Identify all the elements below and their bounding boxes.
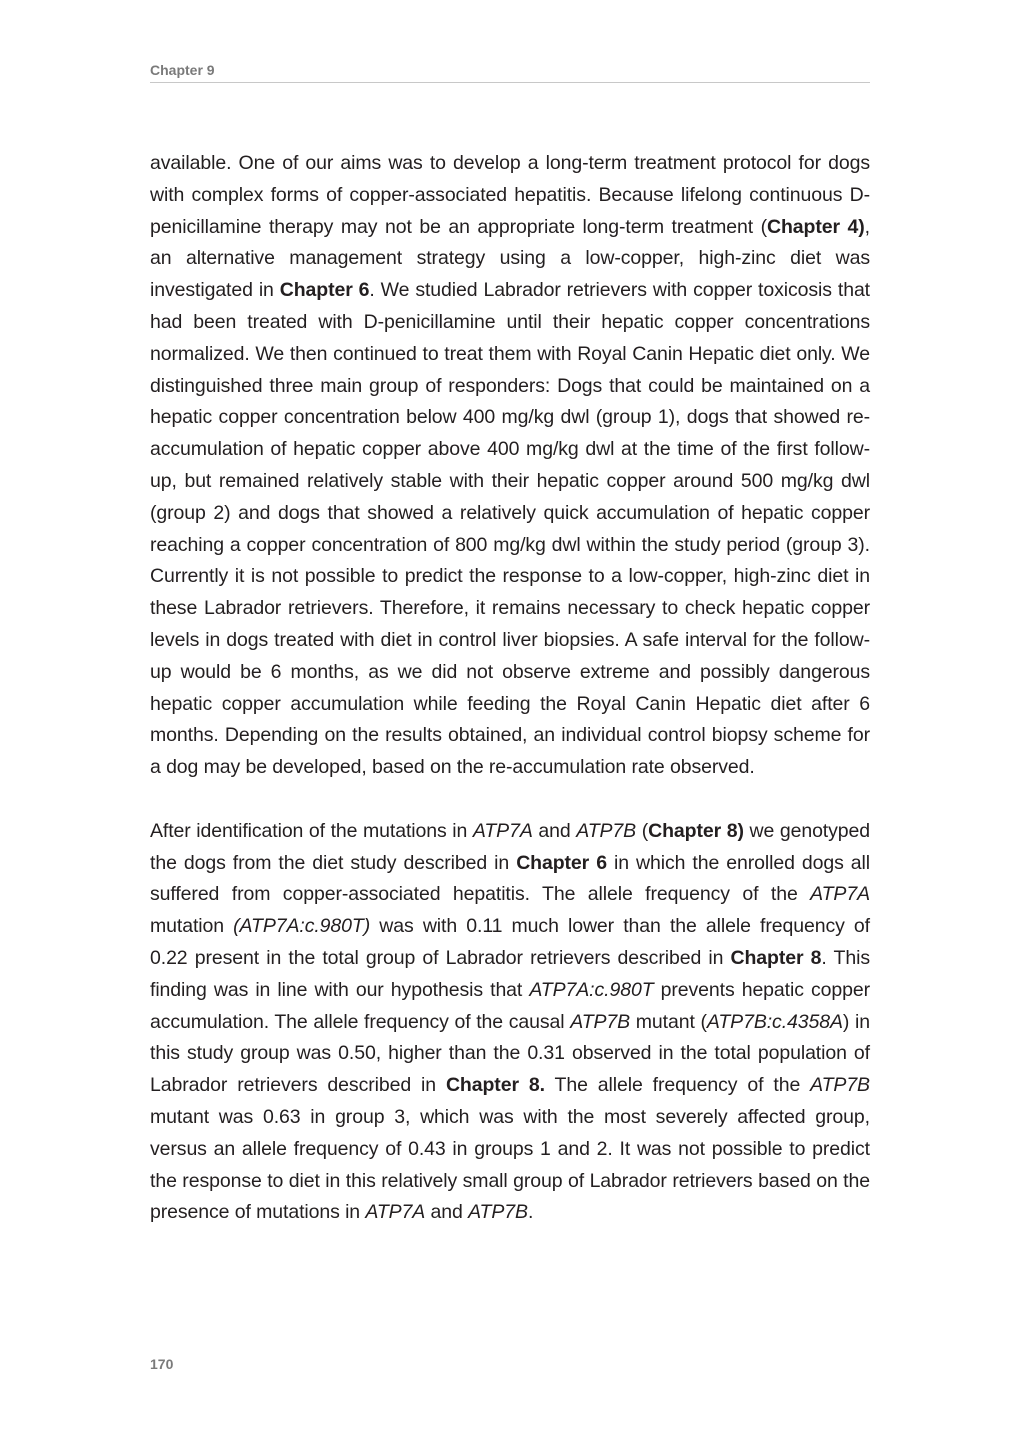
text-run: mutant ( [630, 1010, 707, 1033]
text-run: ATP7B [468, 1201, 528, 1224]
text-run: ATP7B [576, 819, 637, 842]
text-run: After identification of the mutations in [150, 819, 473, 842]
text-run: . [527, 1201, 534, 1224]
page-number: 170 [150, 1356, 174, 1372]
text-run: ( [636, 819, 649, 842]
text-run: Chapter 8. [445, 1074, 545, 1097]
running-head: Chapter 9 [150, 60, 870, 83]
text-run: ) in this study group was 0.50, higher than the 0.31 observed in the total population of Labrador retrievers described in [150, 1010, 870, 1097]
text-run: ATP7B [570, 1010, 631, 1033]
text-run: (ATP7A:c.980T) [233, 915, 371, 938]
text-run: . This finding was in line with our hypothesis that [150, 946, 870, 1001]
text-run: and [425, 1201, 469, 1224]
text-run: ATP7A [810, 883, 870, 906]
text-run: ATP7B:c.4358A [706, 1010, 843, 1033]
text-run: in which the enrolled dogs all suffered from copper-associated hepatitis. The allele frequency of the [150, 851, 870, 906]
text-run: Chapter 6 [279, 279, 370, 302]
text-run: . We studied Labrador retrievers with copper toxicosis that had been treated with D-penicillamine until their hepatic copper concentrations normalized. We then continued to treat them with Royal Canin Hepatic diet only. We distinguished three main group of responders: Dogs that could be maintained on a hepatic copper concentration below 400 mg/kg dwl (group 1), dogs that showed re-accumulation of hepatic copper above 400 mg/kg dwl at the time of the first follow-up, but remained relatively stable with their hepatic copper around 500 mg/kg dwl (group 2) and dogs that showed a relatively quick accumulation of hepatic copper reaching a copper concentration of 800 mg/kg dwl within the study period (group 3). Currently it is not possible to predict the response to a low-copper, high-zinc diet in these Labrador retrievers. Therefore, it remains necessary to check hepatic copper levels in dogs treated with diet in control liver biopsies. A safe interval for the follow-up would be 6 months, as we did not observe extreme and possibly dangerous hepatic copper accumulation while feeding the Royal Canin Hepatic diet after 6 months. Depending on the results obtained, an individual control biopsy scheme for a dog may be developed, based on the re-accumulation rate observed. [150, 279, 871, 779]
text-run: we genotyped the dogs from the diet study described in [150, 819, 871, 874]
text-run: was with 0.11 much lower than the allele frequency of 0.22 present in the total group of Labrador retrievers described in [150, 915, 870, 969]
text-run: The allele frequency of the [544, 1074, 811, 1097]
text-run: , an alternative management strategy using a low-copper, high-zinc diet was investigated in [150, 215, 870, 302]
text-run: ATP7A [472, 819, 533, 842]
text-run: Chapter 6 [516, 851, 607, 874]
text-run: mutation [150, 915, 234, 938]
text-run: prevents hepatic copper accumulation. The allele frequency of the causal [150, 978, 870, 1033]
text-run: available. One of our aims was to develop a long-term treatment protocol for dogs with complex forms of copper-associated hepatitis. Because lifelong continuous D-penicillamine therapy may not be an appropriate long-term treatment ( [150, 152, 870, 238]
text-run: ATP7A:c.980T [529, 978, 654, 1001]
paragraph-2 [150, 816, 870, 1229]
text-run: Chapter 8 [730, 946, 822, 969]
text-run: ATP7A [365, 1201, 426, 1224]
text-run: Chapter 4) [766, 215, 865, 238]
paragraph-1 [150, 148, 870, 784]
text-run: and [532, 819, 577, 842]
text-run: ATP7B [810, 1074, 870, 1097]
text-run: mutant was 0.63 in group 3, which was with the most severely affected group, versus an allele frequency of 0.43 in groups 1 and 2. It was not possible to predict the response to diet in this relatively small group of Labrador retrievers based on the presence of mutations in [150, 1105, 870, 1224]
text-run: Chapter 8) [648, 819, 744, 842]
body-text [150, 148, 870, 1229]
